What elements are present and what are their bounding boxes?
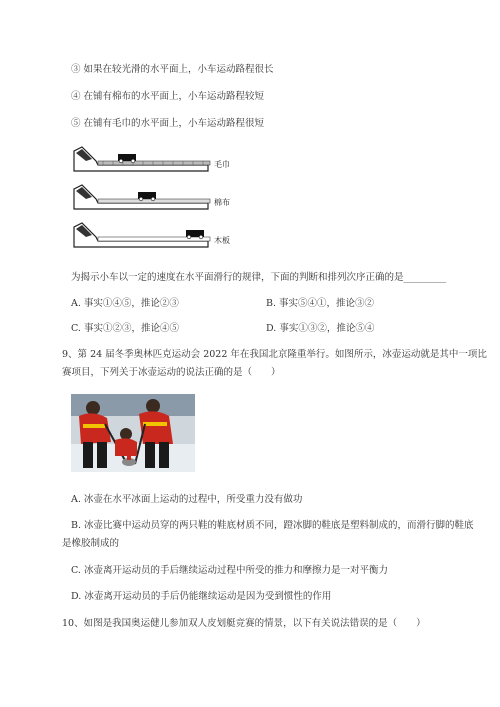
fact-4: ④ 在铺有棉布的水平面上，小车运动路程较短 <box>71 91 265 102</box>
q9-option-b-line2: 是橡胶制成的 <box>62 538 120 549</box>
ramp-row-towel <box>74 147 230 171</box>
q9-stem-line1: 9、第 24 届冬季奥林匹克运动会 2022 年在我国北京隆重举行。如图所示，冰壶运动就是其中一项比 <box>62 349 487 360</box>
fact-5: ⑤ 在铺有毛巾的水平面上，小车运动路程很短 <box>71 118 265 129</box>
label-wood: 木板 <box>214 236 230 245</box>
q8-option-b: B. 事实⑤④①，推论③② <box>266 298 375 309</box>
q10-stem: 10、如图是我国奥运健儿参加双人皮划艇竞赛的情景，以下有关说法错误的是（ ） <box>62 618 426 629</box>
q8-option-d: D. 事实①③②，推论⑤④ <box>266 323 375 334</box>
q9-option-d: D. 冰壶离开运动员的手后仍能继续运动是因为受到惯性的作用 <box>71 591 332 602</box>
label-cotton: 棉布 <box>214 198 230 207</box>
ramp-row-cotton <box>74 185 230 209</box>
q9-option-c: C. 冰壶离开运动员的手后继续运动过程中所受的推力和摩擦力是一对平衡力 <box>71 565 388 576</box>
q8-prompt: 为揭示小车以一定的速度在水平面滑行的规律，下面的判断和排列次序正确的是_________ <box>71 272 447 283</box>
curling-photo <box>71 394 195 472</box>
ramp-row-wood <box>74 223 230 247</box>
ramp-experiment-figure <box>68 143 248 255</box>
q9-option-a: A. 冰壶在水平冰面上运动的过程中，所受重力没有做功 <box>71 494 303 505</box>
q8-option-c: C. 事实①②③，推论④⑤ <box>71 323 179 334</box>
q8-option-a: A. 事实①④⑤，推论②③ <box>71 298 179 309</box>
q9-option-b-line1: B. 冰壶比赛中运动员穿的两只鞋的鞋底材质不同，蹬冰脚的鞋底是塑料制成的，而滑行脚的鞋底 <box>71 520 474 531</box>
label-towel: 毛巾 <box>214 160 230 169</box>
fact-3: ③ 如果在较光滑的水平面上，小车运动路程很长 <box>71 64 274 75</box>
q9-stem-line2: 赛项目，下列关于冰壶运动的说法正确的是（ ） <box>62 367 281 378</box>
